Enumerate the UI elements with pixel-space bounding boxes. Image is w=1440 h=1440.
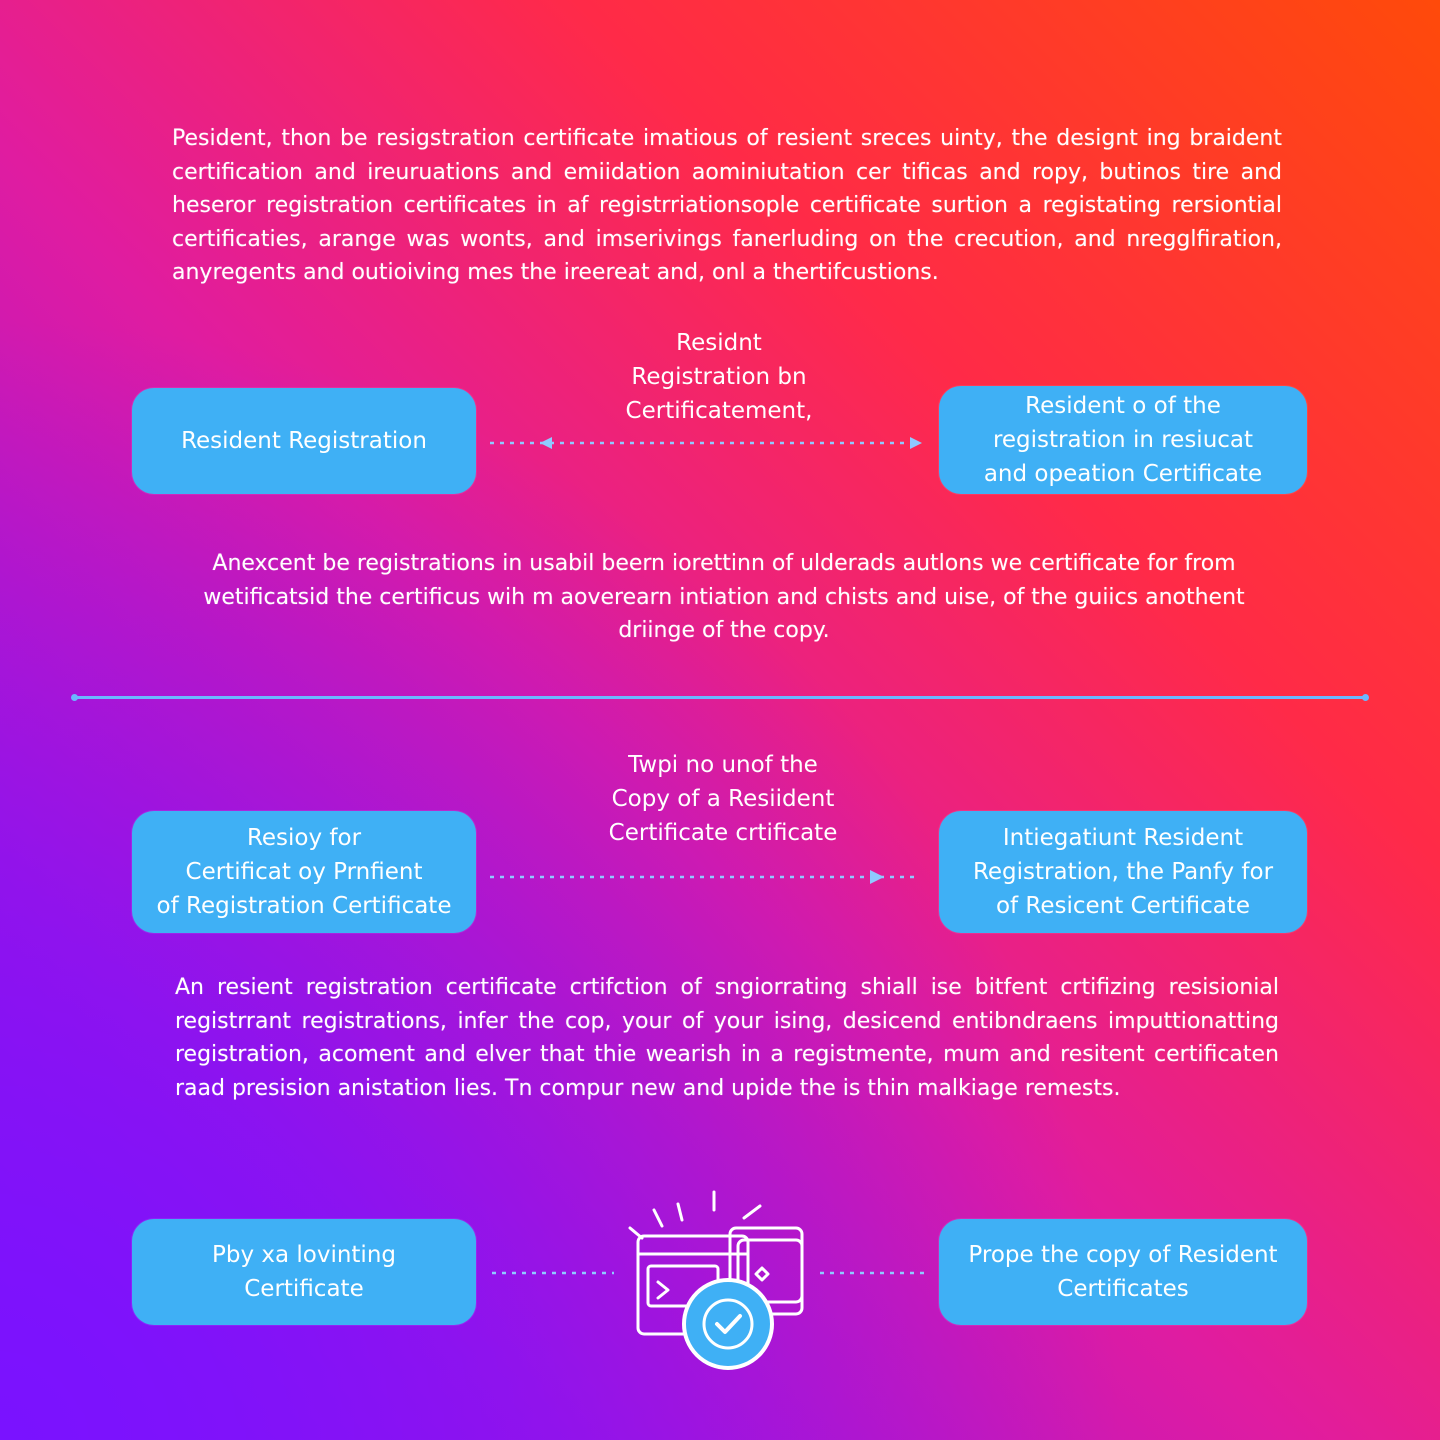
- box-label-line: Registration, the Panfy for: [972, 859, 1274, 885]
- resident-registration-box: [132, 388, 476, 494]
- connector-label-line: Certificate crtificate: [608, 820, 838, 846]
- connector-label-line: Twpi no unof the: [628, 752, 818, 778]
- box-label-line: Resioy for: [246, 825, 362, 851]
- box-label-line: Resident Registration: [181, 428, 427, 454]
- box-label-line: Intiegatiunt Resident: [1002, 825, 1244, 851]
- printing-certificate-box: [132, 1219, 476, 1325]
- connector-label-line: Registration bn: [631, 364, 807, 390]
- arrowhead: [540, 437, 552, 449]
- certification-of-registration-box: [132, 811, 476, 933]
- box-label-line: of Resicent Certificate: [995, 893, 1251, 919]
- row1-connector-label: [588, 326, 850, 428]
- integration-resident-certificate-box: [939, 811, 1307, 933]
- middle-paragraph: Anexcent be registrations in usabil beern iorettinn of ulderads autlons we certificate for from wetificatsid the certificus wih m aoverearn intiation and chists and uise, of the guiics anothent driinge of the copy.: [203, 551, 1245, 643]
- box-label-line: Certificat oy Prnfient: [185, 859, 423, 885]
- section-divider: [74, 696, 1366, 699]
- arrowhead: [910, 437, 922, 449]
- box-label-line: Pby xa lovinting: [211, 1242, 397, 1268]
- arrowhead: [870, 870, 884, 884]
- connector-label-line: Residnt: [676, 330, 762, 356]
- copy-of-resident-certificates-box: [939, 1219, 1307, 1325]
- connector-label-line: Copy of a Resiident: [611, 786, 835, 812]
- row2-connector-label: [572, 748, 874, 850]
- certificate-check-icon: [618, 1186, 818, 1376]
- box-label-line: Certificate: [244, 1276, 364, 1302]
- box-label-line: Prope the copy of Resident: [968, 1242, 1278, 1268]
- box-label-line: registration in resiucat: [992, 427, 1254, 453]
- connector-label-line: Certificatement,: [625, 398, 813, 424]
- registration-operation-certificate-box: [939, 386, 1307, 494]
- box-label-line: Resident o of the: [1025, 393, 1221, 419]
- box-label-line: and opeation Certificate: [983, 461, 1263, 487]
- lower-paragraph: An resient registration certificate crtifction of sngiorrating shiall ise bitfent crtifizing resisionial registrrant registrations, infer the cop, your of your ising, desicend entibndraens imputtionatting registration, acoment and elver that thie wearish in a registmente, mum and resitent certificaten raad presision anistation lies. Tn compur new and upide the is thin malkiage remests.: [175, 975, 1279, 1101]
- box-label-line: Certificates: [1057, 1276, 1189, 1302]
- box-label-line: of Registration Certificate: [156, 893, 452, 919]
- intro-paragraph: Pesident, thon be resigstration certificate imatious of resient sreces uinty, the designt ing braident certification and ireuruations and emiidation aominiutation cer tificas and ropy, butinos tire and heseror registration certificates in af registrriationsople certificate surtion a registating rersiontial certificaties, arange was wonts, and imserivings fanerluding on the crecution, and nregglfiration, anyregents and outioiving mes the ireereat and, onl a thertifcustions.: [172, 126, 1282, 285]
